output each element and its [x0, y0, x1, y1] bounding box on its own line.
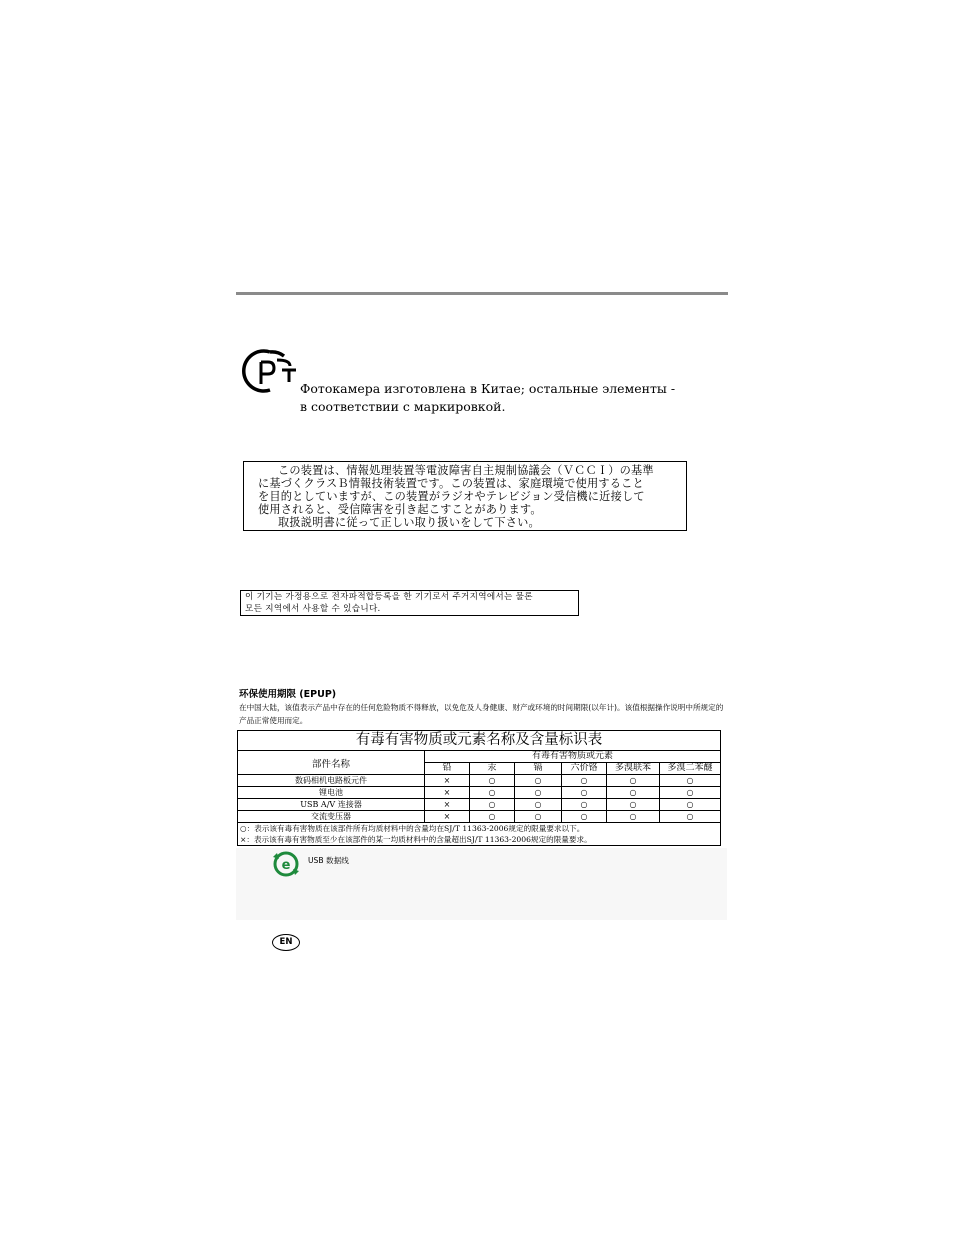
epup-description: 在中国大陆，该值表示产品中存在的任何危险物质不得释放，以免危及人身健康、财产或环境的时间期限(以年计)。该值根据操作说明中所规定的产品正常使用而定。: [239, 703, 724, 725]
column-header: 镉: [515, 763, 562, 775]
column-header: 铅: [425, 763, 470, 775]
table-row: [238, 787, 721, 799]
part-name-header: 部件名称: [238, 751, 425, 775]
value-cell: ×: [425, 799, 470, 811]
value-cell: ○: [660, 799, 721, 811]
value-cell: ○: [607, 799, 660, 811]
language-badge: EN: [272, 934, 300, 951]
hazard-substance-table: [237, 730, 721, 846]
table-note-circle: ○：表示该有毒有害物质在该部件所有均质材料中的含量均在SJ/T 11363-2006规定的限量要求以下。: [238, 823, 721, 835]
value-cell: ○: [470, 799, 515, 811]
value-cell: ○: [515, 811, 562, 823]
column-header: 多溴二苯醚: [660, 763, 721, 775]
header-rule: [236, 292, 728, 295]
value-cell: ○: [562, 787, 607, 799]
value-cell: ○: [607, 811, 660, 823]
value-cell: ○: [660, 787, 721, 799]
value-cell: ×: [425, 787, 470, 799]
korean-notice-box: [240, 590, 579, 616]
value-cell: ○: [607, 787, 660, 799]
usb-cable-label: USB 数据线: [308, 856, 349, 865]
table-row: [238, 799, 721, 811]
value-cell: ○: [470, 811, 515, 823]
part-name-cell: USB A/V 连接器: [238, 799, 425, 811]
column-header: 六价铬: [562, 763, 607, 775]
epup-recycle-logo-icon: [270, 850, 302, 878]
korean-line-1: 이 기기는 가정용으로 전자파적합등록을 한 기기로서 주거지역에서는 물론: [245, 592, 533, 602]
table-note-cross: ×：表示该有毒有害物质至少在该部件的某一均质材料中的含量超出SJ/T 11363-2006规定的限量要求。: [238, 834, 721, 846]
column-header: 汞: [470, 763, 515, 775]
vcci-line-3: を目的としていますが、この装置がラジオやテレビジョン受信機に近接して: [258, 490, 645, 503]
russia-line-2: в соответствии с маркировкой.: [300, 399, 506, 414]
value-cell: ×: [425, 775, 470, 787]
part-name-cell: 交流变压器: [238, 811, 425, 823]
vcci-line-4: 使用されると、受信障害を引き起こすことがあります。: [258, 503, 542, 516]
value-cell: ○: [607, 775, 660, 787]
value-cell: ○: [562, 811, 607, 823]
value-cell: ○: [515, 775, 562, 787]
epup-logo-letter: e: [281, 858, 291, 873]
table-row: [238, 775, 721, 787]
russia-line-1: Фотокамера изготовлена в Китае; остальные элементы -: [300, 381, 676, 396]
gost-r-mark-icon: [240, 346, 300, 394]
value-cell: ○: [470, 775, 515, 787]
table-row: [238, 811, 721, 823]
vcci-line-1: この装置は、情報処理装置等電波障害自主規制協議会（ＶＣＣＩ）の基準: [278, 464, 654, 477]
value-cell: ○: [470, 787, 515, 799]
vcci-notice-box: [243, 461, 687, 531]
value-cell: ○: [660, 775, 721, 787]
value-cell: ○: [660, 811, 721, 823]
value-cell: ○: [562, 799, 607, 811]
column-header: 多溴联苯: [607, 763, 660, 775]
substance-group-header: 有毒有害物质或元素: [425, 751, 721, 763]
value-cell: ○: [515, 787, 562, 799]
part-name-cell: 数码相机电路板元件: [238, 775, 425, 787]
value-cell: ×: [425, 811, 470, 823]
epup-title: 环保使用期限 (EPUP): [239, 689, 337, 700]
russia-conformity-text: [300, 380, 680, 416]
value-cell: ○: [562, 775, 607, 787]
vcci-line-5: 取扱説明書に従って正しい取り扱いをして下さい。: [278, 516, 540, 529]
part-name-cell: 锂电池: [238, 787, 425, 799]
hazard-table-title: 有毒有害物质或元素名称及含量标识表: [238, 731, 721, 751]
korean-line-2: 모든 지역에서 사용할 수 있습니다.: [245, 604, 381, 614]
vcci-line-2: に基づくクラスＢ情報技術装置です。この装置は、家庭環境で使用すること: [258, 477, 644, 490]
value-cell: ○: [515, 799, 562, 811]
